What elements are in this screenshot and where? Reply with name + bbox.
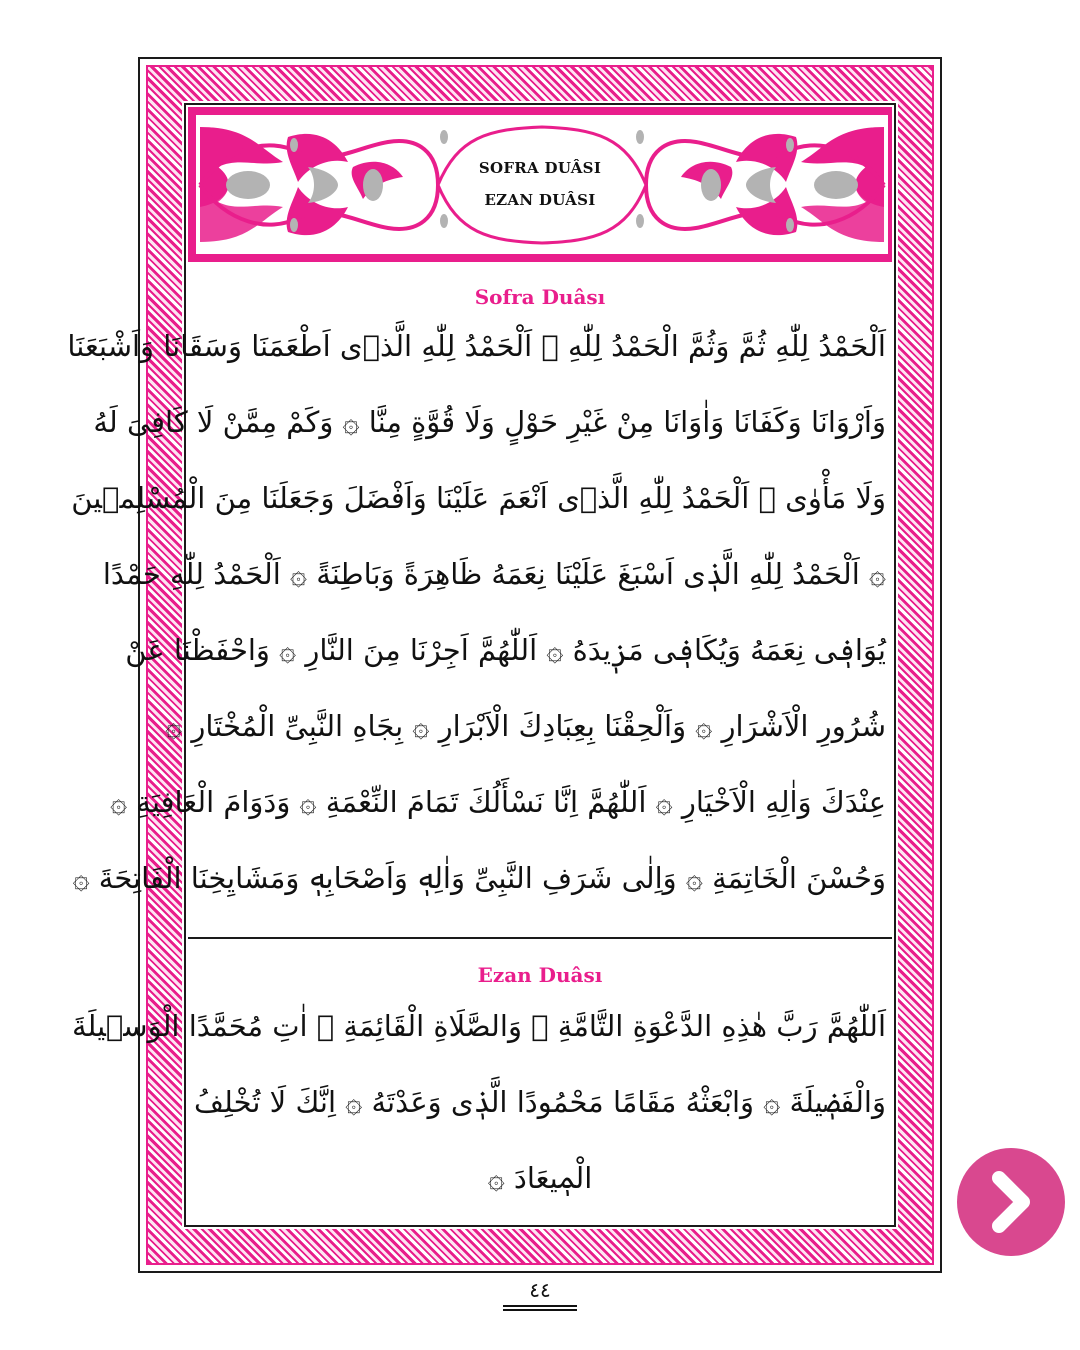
sofra-prayer-line: ۞ اَلْحَمْدُ لِلّٰهِ الَّذٖى اَسْبَغَ عَلَيْنَا نِعَمَهُ ظَاهِرَةً وَبَاطِنَةً ۞ اَلْحَمْدُ لِلّٰهِ حَمْدًا	[102, 557, 886, 591]
page-number-underline	[503, 1305, 577, 1311]
header-title-ezan: EZAN DUÂSI	[484, 191, 596, 209]
ezan-prayer-line: الْمٖيعَادَ ۞	[487, 1161, 593, 1195]
sofra-prayer-line: اَلْحَمْدُ لِلّٰهِ ثُمَّ وَثُمَّ الْحَمْدُ لِلّٰهِ ۞ اَلْحَمْدُ لِلّٰهِ الَّذٖى اَطْعَمَنَا وَسَقَانَا وَاَشْبَعَنَا	[67, 329, 886, 363]
sofra-prayer-line: شُرُورِ الْاَشْرَارِ ۞ وَاَلْحِقْنَا بِعِبَادِكَ الْاَبْرَارِ ۞ بِجَاهِ النَّبِىِّ الْمُخْتَارِ ۞	[165, 709, 886, 743]
section-divider	[188, 937, 892, 939]
header-banner	[188, 107, 892, 262]
sofra-prayer-line: وَاَرْوَانَا وَكَفَانَا وَاٰوَانَا مِنْ غَيْرِ حَوْلٍ وَلَا قُوَّةٍ مِنَّا ۞ وَكَمْ مِمَّنْ لَا كَافِىَ لَهُ	[93, 405, 886, 439]
sofra-prayer-line: وَلَا مَأْوٰى ۞ اَلْحَمْدُ لِلّٰهِ الَّذٖى اَنْعَمَ عَلَيْنَا وَاَفْضَلَ وَجَعَلَنَا مِنَ الْمُسْلِمٖينَ	[71, 481, 886, 515]
sofra-prayer-line: وَحُسْنَ الْخَاتِمَةِ ۞ وَاِلٰى شَرَفِ النَّبِىِّ وَاٰلِهٖ وَاَصْحَابِهٖ وَمَشَايِخِنَا الْفَاتِحَةَ ۞	[72, 861, 886, 895]
page-content	[67, 107, 892, 1223]
chevron-right-icon	[957, 1148, 1065, 1256]
section-heading-ezan: Ezan Duâsı	[477, 963, 603, 987]
next-page-button[interactable]	[957, 1148, 1065, 1256]
arabesque-ornament	[188, 107, 896, 262]
ezan-prayer-line: وَالْفَضٖيلَةَ ۞ وَابْعَثْهُ مَقَامًا مَحْمُودًا الَّذٖى وَعَدْتَهُ ۞ اِنَّكَ لَا تُخْلِفُ	[194, 1085, 886, 1119]
ezan-prayer-line: اَللّٰهُمَّ رَبَّ هٰذِهِ الدَّعْوَةِ التَّامَّةِ ۞ وَالصَّلَاةِ الْقَائِمَةِ ۞ اٰتِ مُحَمَّدًا الْوَسٖيلَةَ	[72, 1009, 886, 1043]
header-title-sofra: SOFRA DUÂSI	[478, 159, 602, 177]
page-number: ٤٤	[529, 1278, 551, 1302]
sofra-prayer-line: عِنْدَكَ وَاٰلِهِ الْاَخْيَارِ ۞ اَللّٰهُمَّ اِنَّا نَسْأَلُكَ تَمَامَ النِّعْمَةِ ۞ وَدَوَامَ الْعَافِيَةِ ۞	[110, 785, 886, 819]
section-heading-sofra: Sofra Duâsı	[474, 285, 606, 309]
page-frame	[67, 57, 942, 1273]
sofra-prayer-line: يُوَافٖى نِعَمَهُ وَيُكَافٖى مَزٖيدَهُ ۞ اَللّٰهُمَّ اَجِرْنَا مِنَ النَّارِ ۞ وَاحْفَظْنَا عَنْ	[125, 633, 886, 667]
